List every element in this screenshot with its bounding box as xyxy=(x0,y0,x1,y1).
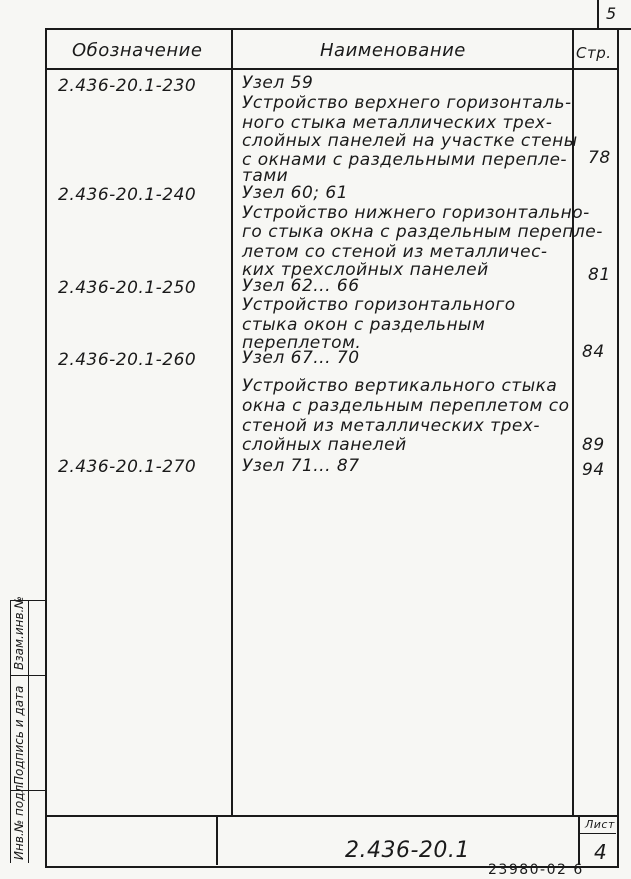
row-name-line: слойных панелей на участке стены xyxy=(242,131,578,151)
corner-sheet-number: 5 xyxy=(606,4,617,23)
row-designation: 2.436-20.1-230 xyxy=(58,76,197,96)
row-name-line: Устройство верхнего горизонталь- xyxy=(242,93,572,113)
row-designation: 2.436-20.1-260 xyxy=(58,350,197,370)
side-label-inventory: Инв.№ подл. xyxy=(12,781,26,860)
row-designation: 2.436-20.1-250 xyxy=(58,278,197,298)
row-name-line: Узел 67... 70 xyxy=(242,348,360,368)
row-name-line: Устройство нижнего горизонтально- xyxy=(242,203,590,223)
row-page: 78 xyxy=(588,148,611,168)
header-designation: Обозначение xyxy=(72,40,203,61)
row-name-line: Узел 59 xyxy=(242,73,314,93)
title-block-divider-left xyxy=(216,815,218,865)
row-name-line: окна с раздельным переплетом со xyxy=(242,396,570,416)
row-name-line: Устройство горизонтального xyxy=(242,295,516,315)
column-divider-1 xyxy=(231,28,233,816)
row-name-line: го стыка окна с раздельным перепле- xyxy=(242,222,603,242)
row-name-line: Устройство вертикального стыка xyxy=(242,376,558,396)
row-name-line: стыка окон с раздельным xyxy=(242,315,486,335)
side-label-replaces: Взам.инв.№ xyxy=(12,596,26,670)
header-name: Наименование xyxy=(320,40,466,61)
row-page: 81 xyxy=(588,265,611,285)
row-name-line: стеной из металлических трех- xyxy=(242,416,541,436)
header-divider xyxy=(45,68,617,70)
row-designation: 2.436-20.1-240 xyxy=(58,185,197,205)
row-name-line: с окнами с раздельными перепле- xyxy=(242,150,568,170)
row-name-line: Узел 62... 66 xyxy=(242,276,360,296)
side-label-signature: Подпись и дата xyxy=(12,685,26,785)
side-strip-mid xyxy=(28,600,29,863)
row-page: 94 xyxy=(582,460,605,480)
sheet-cell-divider xyxy=(578,833,616,834)
row-name-line: тами xyxy=(242,166,289,186)
row-name-line: ного стыка металлических трех- xyxy=(242,113,553,133)
archive-number: 23980-02 6 xyxy=(488,862,584,878)
row-name-line: слойных панелей xyxy=(242,435,407,455)
title-block-divider-right xyxy=(578,815,580,865)
row-name-line: Узел 71... 87 xyxy=(242,456,360,476)
row-name-line: летом со стеной из металличес- xyxy=(242,242,548,262)
sheet-label: Лист xyxy=(585,818,615,831)
side-strip-left xyxy=(10,600,11,863)
row-page: 84 xyxy=(582,342,605,362)
side-strip-cell-1 xyxy=(10,675,45,676)
sheet-number: 4 xyxy=(594,840,608,864)
row-name-line: Узел 60; 61 xyxy=(242,183,349,203)
row-page: 89 xyxy=(582,435,605,455)
row-designation: 2.436-20.1-270 xyxy=(58,457,197,477)
title-block-top xyxy=(45,815,617,817)
row-name-line: переплетом. xyxy=(242,333,362,353)
header-page: Стр. xyxy=(576,44,612,62)
row-name-line: ких трехслойных панелей xyxy=(242,260,489,280)
document-code: 2.436-20.1 xyxy=(345,838,470,863)
